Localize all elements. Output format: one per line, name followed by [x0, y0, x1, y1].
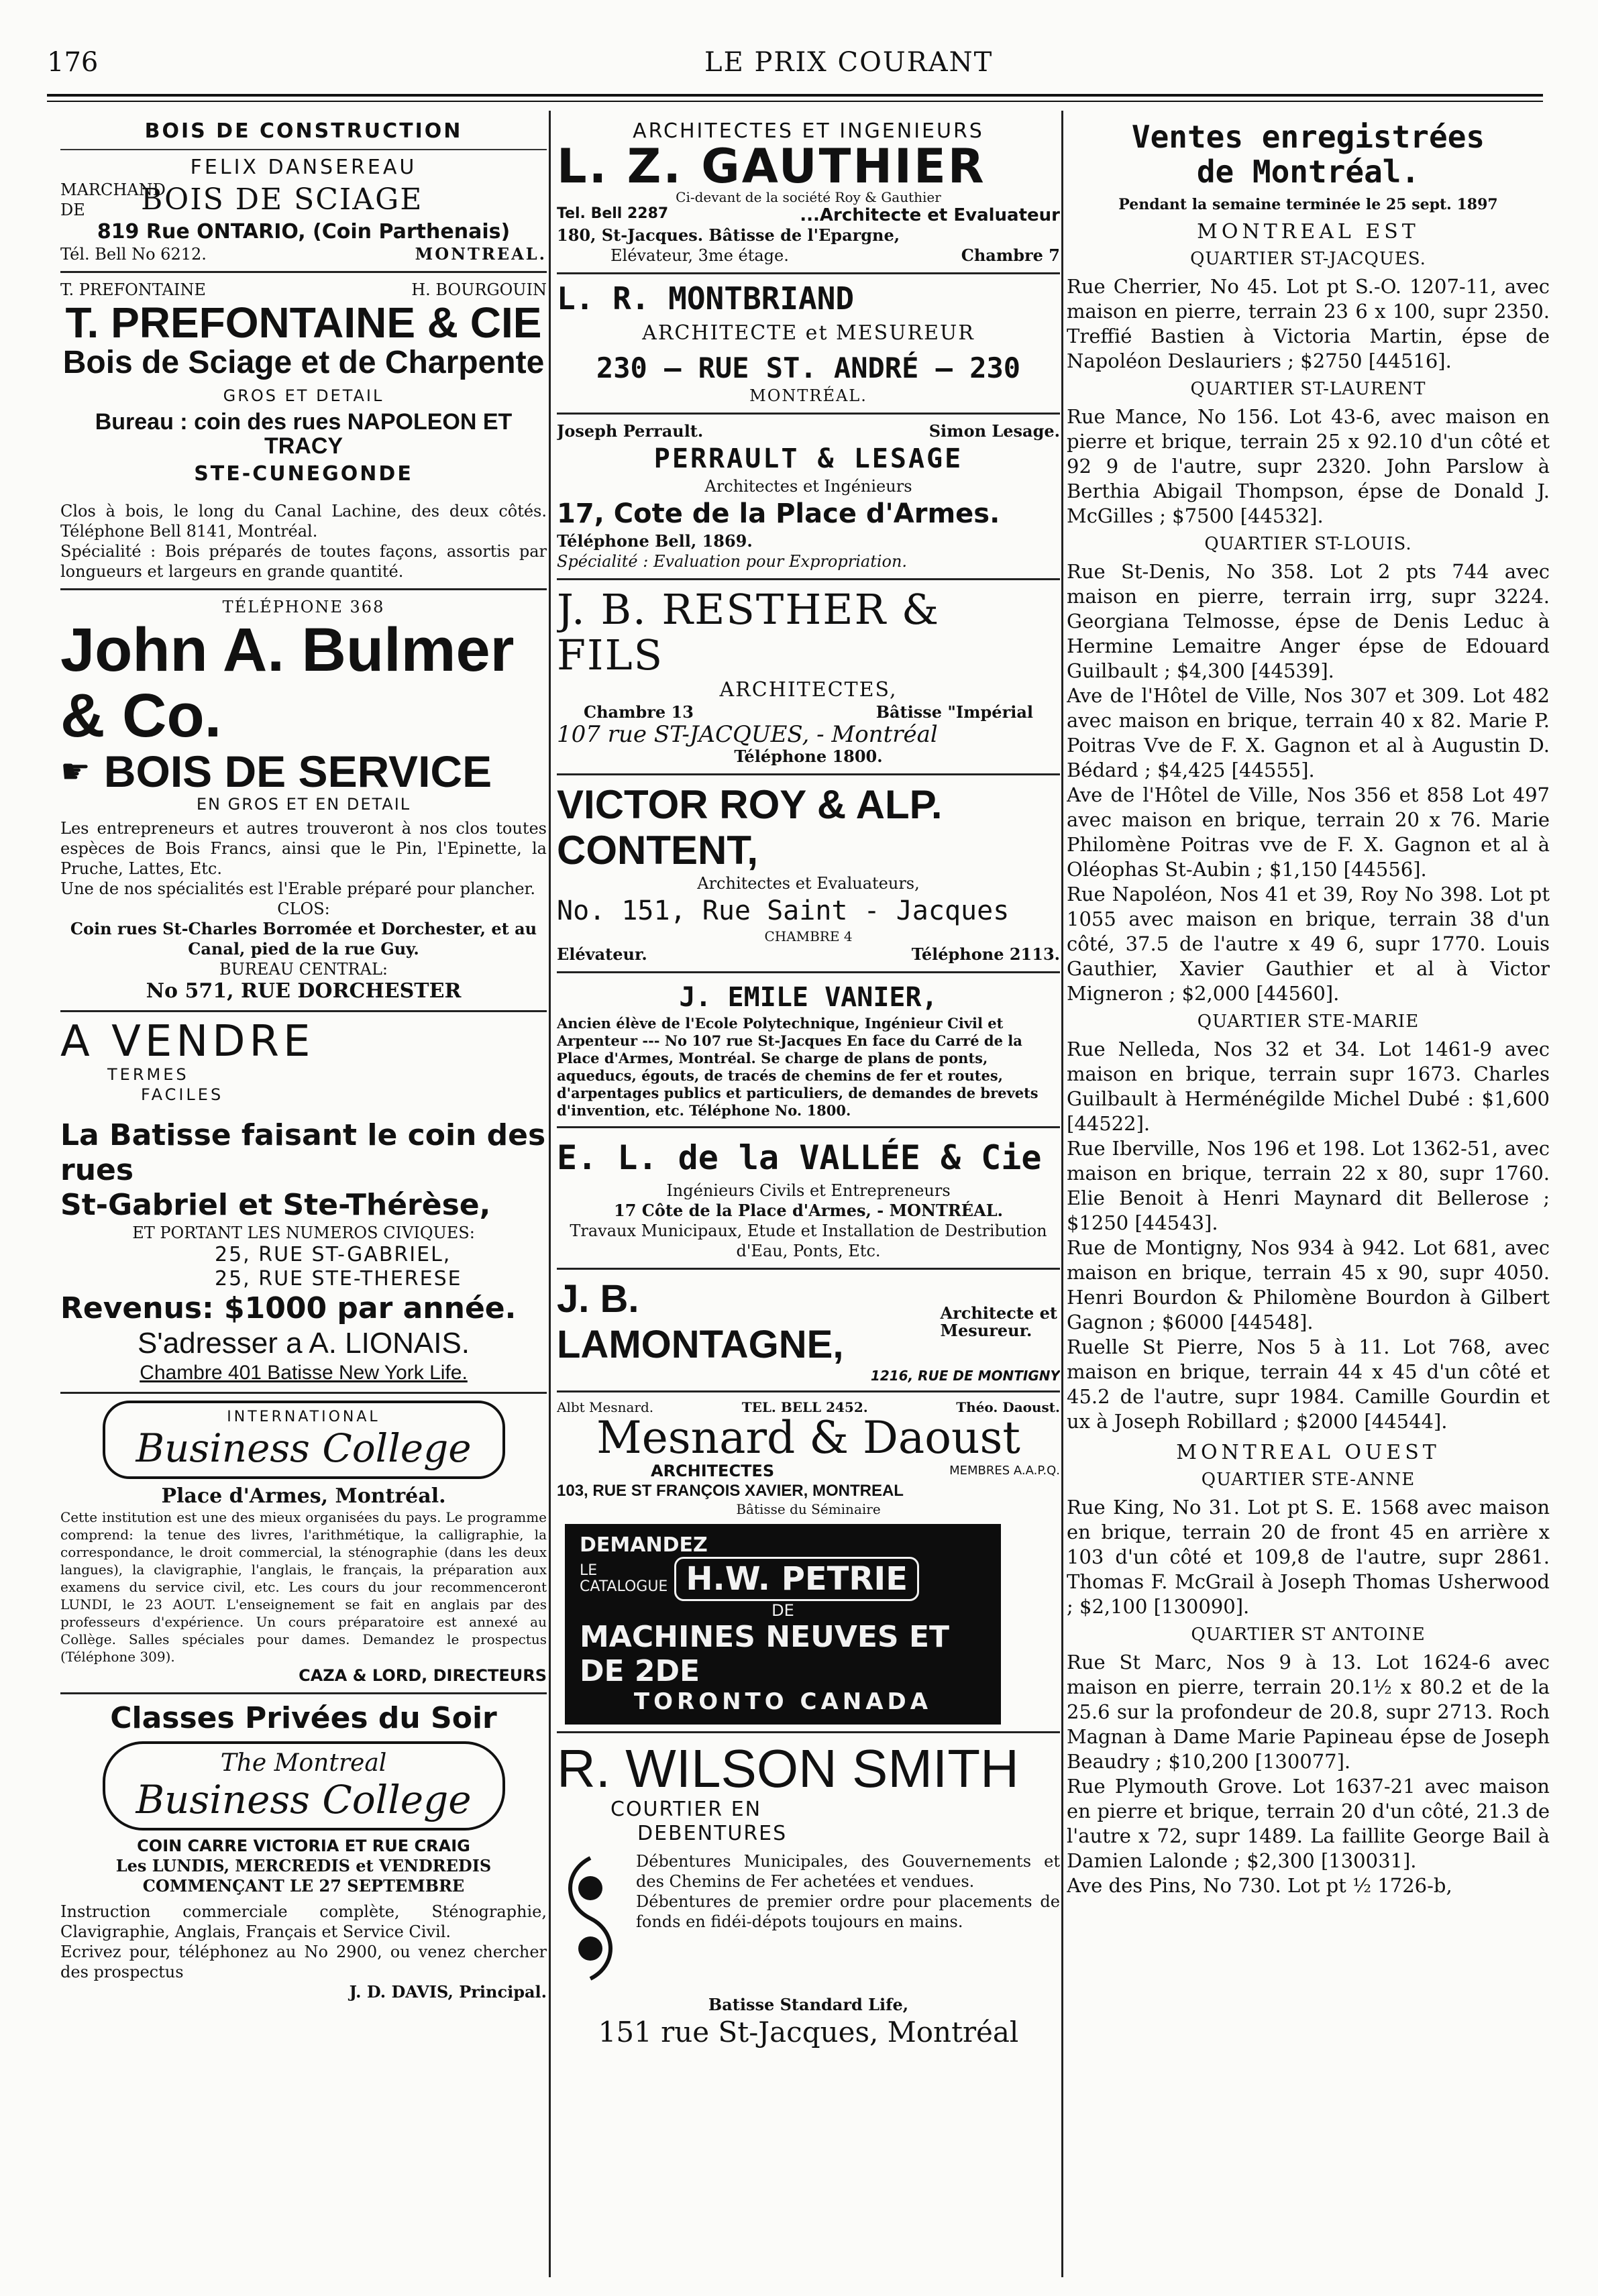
- ad-row: [557, 245, 1060, 266]
- ad-phone: Tel. Bell 2287: [557, 205, 669, 222]
- subsection-heading: QUARTIER ST-LOUIS.: [1204, 534, 1412, 554]
- ad-headline: E. L. de la VALLÉE & Cie: [557, 1138, 1042, 1177]
- ad-text: Une de nos spécialités est l'Erable préparé pour plancher.: [60, 879, 536, 898]
- ad-headline: J. EMILE VANIER,: [679, 982, 938, 1013]
- ad-text: Coin rues St-Charles Borromée et Dorchester, et au Canal, pied de la rue Guy.: [70, 919, 537, 959]
- ad-subheadline: BOIS DE SERVICE: [103, 747, 492, 796]
- ad-text: Bâtisse du Séminaire: [736, 1501, 881, 1517]
- section-heading: MONTREAL EST: [1197, 220, 1420, 243]
- ad-text: Batisse Standard Life,: [708, 1995, 909, 2014]
- article-paragraph: Rue Plymouth Grove. Lot 1637-21 avec maison en pierre et brique, terrain 20 d'un côté, 21.3 de l'autre x 72, supr 1489. La faillite George Bail à Damien Lalonde ; $2,300 [130031].: [1067, 1775, 1550, 1872]
- ad-text: BUREAU CENTRAL:: [219, 960, 388, 979]
- ad-row: [557, 421, 1060, 441]
- ad-text: Ci-devant de la société Roy & Gauthier: [676, 189, 941, 205]
- ad-text: 180, St-Jacques. Bâtisse de l'Epargne,: [557, 225, 900, 245]
- ad-text: Chambre 7: [961, 245, 1060, 265]
- section-heading: MONTREAL OUEST: [1176, 1441, 1440, 1464]
- ad-text: No. 151, Rue Saint - Jacques: [557, 895, 1010, 926]
- ad-phone: TEL. BELL 2452.: [741, 1399, 868, 1415]
- ad-row: [60, 280, 547, 300]
- ad-phone: Téléphone 2113.: [911, 944, 1060, 964]
- subsection-heading: QUARTIER STE-ANNE: [1201, 1470, 1416, 1490]
- ad-text: La Batisse faisant le coin des rues: [60, 1118, 546, 1187]
- ad-text: 25, RUE ST-GABRIEL,: [215, 1243, 451, 1266]
- article-paragraph: Rue Cherrier, No 45. Lot pt S.-O. 1207-11, avec maison en pierre, terrain 23 6 x 100, supr 2350. Treffié Bastien à Victoria Martin, épse de Napoléon Deslauriers ; $2750 [44516].: [1067, 275, 1550, 372]
- decorative-ornament-icon: [557, 1851, 624, 1985]
- ad-text: Instruction commerciale complète, Sténographie, Clavigraphie, Anglais, Français et Service Civil.: [60, 1902, 547, 1941]
- business-college-logo: [103, 1401, 505, 1479]
- article-paragraph: Ave des Pins, No 730. Lot pt ½ 1726-b,: [1067, 1874, 1452, 1897]
- ad-text: Elévateur.: [557, 944, 647, 964]
- petrie-ribbon: H.W. PETRIE: [674, 1557, 919, 1601]
- ad-text: Bâtisse "Impérial: [875, 702, 1033, 722]
- ad-headline: Classes Privées du Soir: [110, 1701, 497, 1735]
- ad-label: MARCHAND DE: [60, 180, 166, 219]
- ad-row: [557, 702, 1060, 722]
- ad-subheadline: Bois de Sciage et de Charpente: [62, 345, 545, 380]
- ad-text: Chambre 13: [584, 702, 694, 722]
- article-paragraph: Rue Iberville, Nos 196 et 198. Lot 1362-51, avec maison en brique, terrain 22 x 80, supr 1760. Elie Benoit à Henri Maynard dit Bellerose ; $1250 [44543].: [1067, 1137, 1550, 1234]
- article-paragraph: Rue Nelleda, Nos 32 et 34. Lot 1461-9 avec maison en brique, terrain supr 1673. Charles Guilbault à Herménégilde Michel Dubé : $1,600 [44522].: [1067, 1038, 1550, 1135]
- ad-text: 107 rue ST-JACQUES, - Montréal: [557, 721, 938, 748]
- ad-text: 230 – RUE ST. ANDRÉ – 230: [596, 351, 1021, 384]
- ad-text: DE: [771, 1601, 794, 1620]
- subsection-heading: QUARTIER STE-MARIE: [1197, 1012, 1420, 1032]
- column-divider: [1061, 111, 1063, 2277]
- ad-partner: Théo. Daoust.: [956, 1399, 1060, 1415]
- ad-phone: Téléphone Bell, 1869.: [557, 531, 753, 551]
- ad-row: [557, 1276, 1060, 1368]
- article-paragraph: Rue Napoléon, Nos 41 et 39, Roy No 398. Lot pt 1055 avec maison en brique, terrain 38 d'un côté, 37.5 de l'autre x 49 6, supr 1770. Louis Gauthier, Xavier Gauthier et al à Victor Migneron ; $2,000 [44560].: [1067, 883, 1550, 1005]
- ad-headline: J. B. RESTHER & FILS: [557, 585, 941, 679]
- section-heading: BOIS DE CONSTRUCTION: [144, 119, 463, 143]
- ad-text: Les LUNDIS, MERCREDIS et VENDREDIS: [115, 1856, 492, 1875]
- ad-text: No 571, RUE DORCHESTER: [146, 979, 462, 1003]
- ad-phone: Tél. Bell No 6212.: [60, 245, 207, 264]
- subsection-heading: QUARTIER ST-LAURENT: [1190, 379, 1426, 399]
- ad-text: CHAMBRE 4: [764, 928, 853, 944]
- ad-headline: PERRAULT & LESAGE: [653, 443, 963, 474]
- ad-text: Bureau : coin des rues NAPOLEON ET TRACY: [95, 409, 513, 459]
- ad-text: LE CATALOGUE: [580, 1562, 668, 1595]
- page-header: [47, 47, 1523, 87]
- ad-text: Architectes et Ingénieurs: [704, 477, 912, 496]
- ad-text: EN GROS ET EN DETAIL: [196, 795, 411, 814]
- column-left: [60, 119, 547, 2266]
- ad-text: TORONTO CANADA: [633, 1688, 933, 1715]
- ad-text: COMMENÇANT LE 27 SEPTEMBRE: [142, 1876, 465, 1896]
- logo-text: INTERNATIONAL: [227, 1409, 380, 1425]
- ad-text: DEBENTURES: [637, 1822, 788, 1845]
- ad-text: Architectes et Evaluateurs,: [697, 874, 920, 893]
- article-paragraph: Rue Mance, No 156. Lot 43-6, avec maison en pierre et brique, terrain 25 x 92.10 d'un côté et 92 9 de l'autre, supr 2320. John Parslow à Berthia Abigail Thompson, épse de Donald J. McGilles ; $7500 [44532].: [1067, 405, 1550, 527]
- ad-row: [60, 180, 547, 220]
- ad-text: Clos à bois, le long du Canal Lachine, des deux côtés. Téléphone Bell 8141, Montréal.: [60, 502, 547, 541]
- ad-headline: BOIS DE SCIAGE: [141, 182, 423, 217]
- subsection-heading: QUARTIER ST ANTOINE: [1191, 1625, 1426, 1645]
- article-title: de Montréal.: [1196, 154, 1420, 190]
- ad-headline: VICTOR ROY & ALP. CONTENT,: [557, 782, 943, 873]
- ad-text: TERMES: [107, 1065, 189, 1084]
- ad-text: Spécialité : Evaluation pour Expropriation.: [557, 552, 908, 571]
- ad-headline: A VENDRE: [60, 1017, 315, 1067]
- petrie-advertisement: [565, 1524, 1001, 1725]
- header-rule: [47, 94, 1543, 97]
- ad-text: Architecte et Mesureur.: [940, 1303, 1057, 1340]
- article-paragraph: Ruelle St Pierre, Nos 5 à 11. Lot 768, avec maison en brique, terrain 44 x 45 d'un côté et 45.2 de l'autre, supr 1984. Camille Gourdin et ux à Joseph Robillard ; $2000 [44544].: [1067, 1335, 1550, 1433]
- ad-text: Cette institution est une des mieux organisées du pays. Le programme comprend: la tenue des livres, l'arithmétique, la calligraphie, la correspondance, le droit commercial, la sténographie (dans les deux langues), la clavigraphie, l'anglais, le français, la préparation aux examens du service civil, etc. Les cours du jour recommenceront LUNDI, le 23 AOUT. L'enseignement se fait en anglais par des professeurs d'expérience. Un cours préparatoire est annexé au Collège. Salles spéciales pour dames. Demandez le prospectus (Téléphone 309).: [60, 1509, 547, 1665]
- ad-row: [580, 1557, 986, 1601]
- ad-text: ARCHITECTE et MESUREUR: [642, 321, 975, 345]
- ad-text: Ecrivez pour, téléphonez au No 2900, ou venez chercher des prospectus: [60, 1943, 547, 1981]
- ad-text: 103, RUE ST FRANÇOIS XAVIER, MONTREAL: [557, 1482, 904, 1500]
- ad-partner: Albt Mesnard.: [557, 1399, 654, 1415]
- ad-partner: H. BOURGOUIN: [411, 280, 547, 299]
- article-paragraph: Ave de l'Hôtel de Ville, Nos 307 et 309. Lot 482 avec maison en brique, terrain 40 x 82. Marie P. Poitras Vve de F. X. Gagnon et al à Augustin D. Bédard ; $4,425 [44555].: [1067, 684, 1550, 781]
- ad-text: 17, Cote de la Place d'Armes.: [557, 498, 1000, 529]
- ad-text: FACILES: [141, 1085, 224, 1104]
- ad-text: 25, RUE STE-THERESE: [215, 1267, 462, 1291]
- ad-text: GROS ET DETAIL: [223, 386, 384, 405]
- article-title: Ventes enregistrées: [1131, 119, 1485, 155]
- ad-text: MEMBRES A.A.P.Q.: [949, 1464, 1060, 1478]
- ad-text: COIN CARRE VICTORIA ET RUE CRAIG: [137, 1837, 470, 1855]
- ad-row: [60, 244, 547, 264]
- ad-city: MONTREAL.: [415, 244, 547, 264]
- montreal-business-college-logo: [103, 1741, 505, 1830]
- ad-headline: T. PREFONTAINE & CIE: [65, 298, 542, 347]
- ad-text: Spécialité : Bois préparés de toutes façons, assortis par longueurs et largeurs en grande quantité.: [60, 542, 547, 581]
- ad-text: Revenus: $1000 par année.: [60, 1291, 517, 1325]
- ad-text: 1216, RUE DE MONTIGNY: [870, 1368, 1060, 1384]
- ad-text: ET PORTANT LES NUMEROS CIVIQUES:: [132, 1223, 475, 1242]
- ad-text: ARCHITECTES: [651, 1462, 775, 1480]
- column-middle: [557, 119, 1060, 2266]
- ad-partner: Joseph Perrault.: [557, 421, 704, 441]
- logo-text: Business College: [136, 1425, 472, 1471]
- ad-headline: J. B. LAMONTAGNE,: [557, 1277, 844, 1366]
- ad-text: DEMANDEZ: [580, 1533, 708, 1557]
- ad-phone: Téléphone 1800.: [734, 747, 883, 766]
- ad-row: [557, 1461, 1060, 1481]
- pointing-hand-icon: ☛: [60, 752, 91, 791]
- ad-text: St-Gabriel et Ste-Thérèse,: [60, 1188, 491, 1222]
- header-rule-thin: [47, 101, 1543, 102]
- ad-text: Chambre 401 Batisse New York Life.: [140, 1362, 468, 1384]
- ad-text: S'adresser a A. LIONAIS.: [137, 1327, 470, 1360]
- column-divider: [549, 111, 551, 2277]
- section-heading: ARCHITECTES ET INGENIEURS: [633, 119, 984, 143]
- ad-text: Débentures Municipales, des Gouvernements et des Chemins de Fer achetées et vendues.: [636, 1852, 1060, 1891]
- ad-row: [557, 205, 1060, 225]
- ad-text: Elévateur, 3me étage.: [610, 246, 789, 265]
- ad-text: Débentures de premier ordre pour placements de fonds en fidéi-dépots toujours en mains.: [636, 1892, 1060, 1931]
- ad-text: STE-CUNEGONDE: [194, 462, 413, 486]
- ad-name: FELIX DANSEREAU: [190, 156, 417, 179]
- column-right: [1067, 119, 1550, 2266]
- ad-text: ...Architecte et Evaluateur: [800, 205, 1060, 225]
- ad-text: Ancien élève de l'Ecole Polytechnique, Ingénieur Civil et Arpenteur --- No 107 rue St-Jacques En face du Carré de la Place d'Armes, Montréal. Se charge de plans de ponts, aqueducs, égouts, de tracés de chemins de fer et routes, d'arpentages publics et particuliers, de demandes de brevets d'invention, etc. Téléphone No. 1800.: [557, 1015, 1038, 1119]
- logo-text: Business College: [136, 1777, 472, 1822]
- ad-headline: John A. Bulmer & Co.: [60, 616, 515, 750]
- ad-text: Place d'Armes, Montréal.: [161, 1484, 446, 1508]
- article-paragraph: Rue King, No 31. Lot pt S. E. 1568 avec maison en brique, terrain 20 de front 45 en arrière x 103 d'un côté et 109,8 de l'autre, supr 2861. Thomas F. McGrail à Joseph Thomas Usherwood ; $2,100 [130090].: [1067, 1496, 1550, 1618]
- ad-text: 17 Côte de la Place d'Armes, - MONTRÉAL.: [614, 1201, 1003, 1220]
- ad-headline: L. R. MONTBRIAND: [557, 280, 855, 317]
- ad-text: J. D. DAVIS, Principal.: [349, 1982, 547, 2002]
- ad-text: CAZA & LORD, DIRECTEURS: [299, 1666, 547, 1685]
- ad-headline: L. Z. GAUTHIER: [557, 139, 986, 194]
- article-paragraph: Rue de Montigny, Nos 934 à 942. Lot 681, avec maison en brique, terrain 45 x 90, supr 4050. Henri Bourdon & Philomène Bourdon à Gilbert Gagnon ; $6000 [44548].: [1067, 1236, 1550, 1333]
- page-number: 176: [47, 47, 99, 78]
- ad-text: CLOS:: [277, 899, 330, 918]
- page-title: LE PRIX COURANT: [704, 47, 994, 78]
- ad-text: ARCHITECTES,: [719, 678, 898, 702]
- logo-text: The Montreal: [220, 1749, 387, 1777]
- article-dateline: Pendant la semaine terminée le 25 sept. 1897: [1118, 196, 1498, 213]
- ad-text: Les entrepreneurs et autres trouveront à nos clos toutes espèces de Bois Francs, ainsi que le Pin, l'Epinette, la Pruche, Lattes, Etc.: [60, 819, 547, 878]
- ad-headline: Mesnard & Daoust: [596, 1412, 1020, 1464]
- ad-address: 819 Rue ONTARIO, (Coin Parthenais): [97, 220, 511, 243]
- ad-text: COURTIER EN: [610, 1798, 762, 1821]
- ad-headline: R. WILSON SMITH: [557, 1739, 1019, 1798]
- ad-text: MACHINES NEUVES ET DE 2DE: [580, 1620, 950, 1688]
- ad-text: 151 rue St-Jacques, Montréal: [598, 2016, 1019, 2048]
- article-paragraph: Rue St-Denis, No 358. Lot 2 pts 744 avec maison en pierre, terrain irrg, supr 3224. Georgiana Telmosse, épse de Denis Leduc à Hermine Lemaitre Anger épse de Edouard Guilbault ; $4,300 [44539].: [1067, 560, 1550, 682]
- ad-row: [557, 944, 1060, 965]
- article-paragraph: Rue St Marc, Nos 9 à 13. Lot 1624-6 avec maison en pierre, terrain 20.1½ x 80.2 et de la 25.6 sur la profondeur de 20.8, supr 2713. Roch Magnan à Dame Marie Papineau épse de Joseph Beaudry ; $10,200 [130077].: [1067, 1651, 1550, 1773]
- ad-text: Ingénieurs Civils et Entrepreneurs: [666, 1181, 951, 1200]
- ad-partner: T. PREFONTAINE: [60, 280, 206, 299]
- subsection-heading: QUARTIER ST-JACQUES.: [1190, 249, 1426, 269]
- ad-partner: Simon Lesage.: [928, 421, 1060, 441]
- article-paragraph: Ave de l'Hôtel de Ville, Nos 356 et 858 Lot 497 avec maison en brique, terrain 20 x 76. Marie Philomène Poitras vve de F. X. Gagnon et al à Oléophas St-Aubin ; $1,150 [44556].: [1067, 783, 1550, 881]
- ad-body: [557, 1851, 1060, 1985]
- ad-row: [60, 749, 547, 794]
- ad-text: Travaux Municipaux, Etude et Installation de Destribution d'Eau, Ponts, Etc.: [570, 1221, 1047, 1260]
- ad-text: MONTRÉAL.: [749, 386, 867, 405]
- ad-phone: TÉLÉPHONE 368: [222, 598, 385, 616]
